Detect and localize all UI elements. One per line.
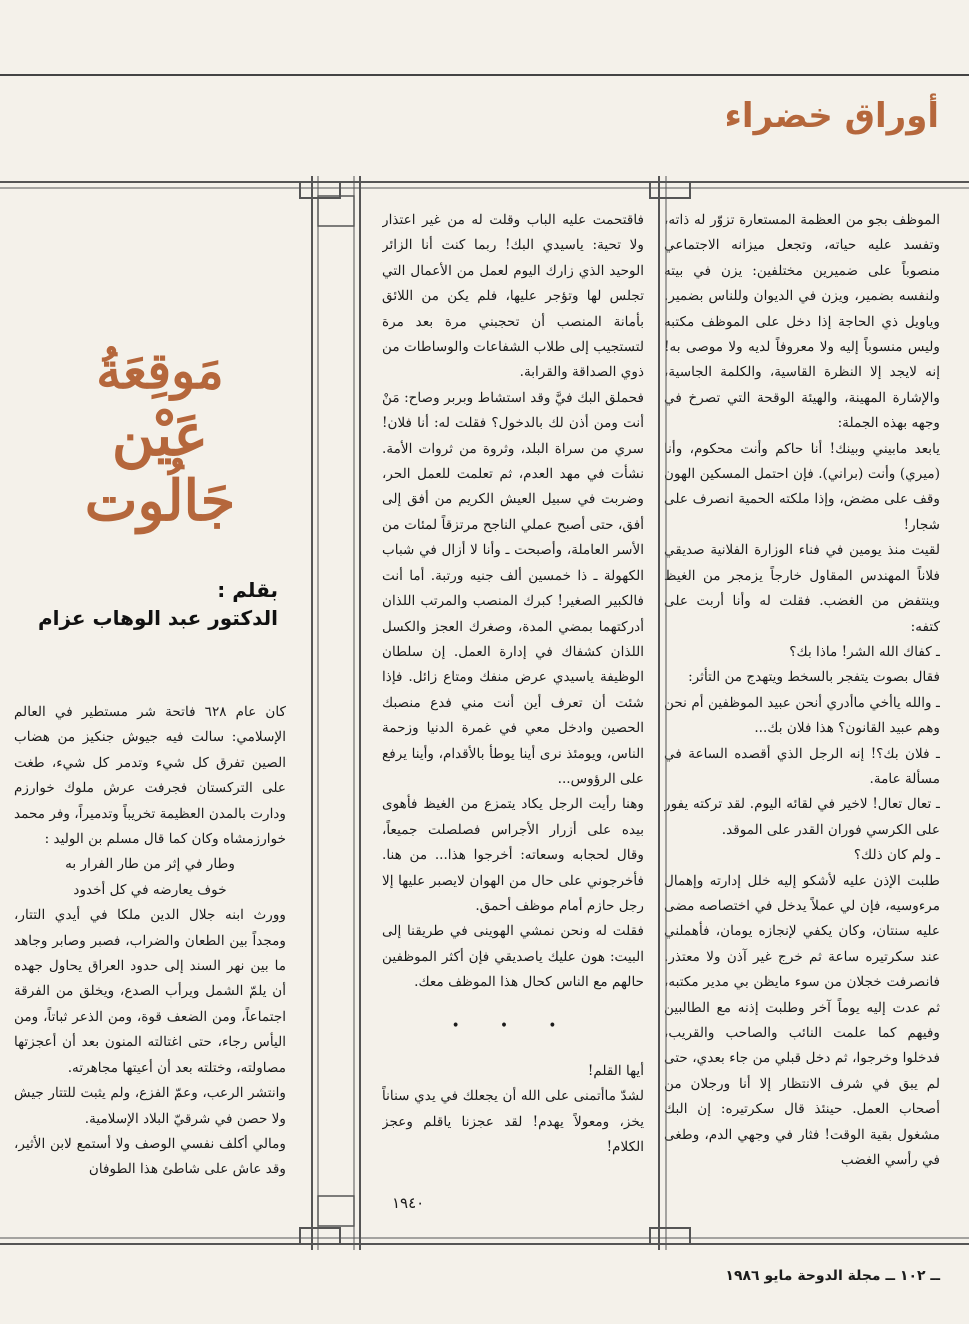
column-divider-ornament xyxy=(304,176,368,1250)
paragraph: فاقتحمت عليه الباب وقلت له من غير اعتذار ولا تحية: ياسيدي البك! ربما كنت أنا الزائر الوحيد الذي زارك اليوم لعمل من الأعمال التي تجلس لها وتؤجر عليها، فلم يكن من اللائق بأمانة المنصب أن تحجبني مرة بعد مرة لتستجيب إلى طلاب الشفاعات والوساطات من ذوي الصداقة والقرابة. xyxy=(382,212,644,381)
inner-page-number: ١٩٤٠ xyxy=(392,1194,425,1212)
paragraph: ومالي أكلف نفسي الوصف ولا أستمع لابن الأثير، وقد عاش على شاطئ هذا الطوفان xyxy=(14,1135,286,1178)
top-rule xyxy=(0,74,969,76)
byline xyxy=(30,576,278,632)
verse-line: وطار في إثر من طار الفرار به xyxy=(65,856,235,873)
section-title: أوراق خضراء xyxy=(724,96,939,136)
paragraph: وورث ابنه جلال الدين ملكا في أيدي التتار، ومجداً بين الطعان والضراب، فصبر وصابر وجاهد ما بين نهر السند إلى حدود العراق يحاول جهده أن يلمّ الشمل ويرأب الصدع، ويخلق من الفرقة اجتماعاً، ومن الضعف قوة، ومن الذعر ثباتاً، ومن اليأس رجاء، حتى اغتالته المنون بعد أن أعجزتها مصاولته، وختلته بعد أن أعيتها مجاهرته. xyxy=(14,907,286,1076)
paragraph: فقلت له ونحن نمشي الهوينى في طريقنا إلى البيت: هون عليك ياصديقي فإن أكثر الموظفين حالهم مع الناس كحال هذا الموظف معك. xyxy=(382,923,644,991)
column-right xyxy=(664,208,940,1218)
paragraph: ـ تعال تعال! لاخير في لقائه اليوم. لقد تركته يفور على الكرسي فوران القدر على الموقد. xyxy=(664,796,940,838)
verse-line: خوف يعارضه في كل أخدود xyxy=(73,881,227,898)
paragraph: ـ كفاك الله الشر! ماذا بك؟ xyxy=(789,643,940,660)
paragraph: وانتشر الرعب، وعمّ الفزع، ولم يثبت للتتار جيش ولا حصن في شرقيّ البلاد الإسلامية. xyxy=(14,1085,286,1127)
paragraph: أيها القلم! xyxy=(587,1063,644,1079)
author-name: الدكتور عبد الوهاب عزام xyxy=(37,606,278,630)
paragraph: لقيت منذ يومين في فناء الوزارة الفلانية صديقي فلاناً المهندس المقاول خارجاً يزمجر من الغيظ وينتفض من الغضب. فقلت له وأنا أربت على كتفه: xyxy=(664,542,940,635)
column-left xyxy=(14,700,286,1220)
paragraph: فحملق البك فيَّ وقد استشاط وبربر وصاح: مَنْ أنت ومن أذن لك بالدخول؟ فقلت له: أنا فلان! سري من سراة البلد، وثروة من ثروات الأمة. نشأت في مهد العدم، ثم تعلمت للعمل الحر، وضربت في سبيل العيش الكريم من أفق إلى أفق، حتى أصبح عملي الناجح مرتزقاً لمئات من الأسر العاملة، وأصبحت ـ وأنا لا أزال في شباب الكهولة ـ ذا خمسين ألف جنيه ورتبة. أما أنت فالكبير الصغير! كبرك المنصب والمرتب اللذان أدركتهما بمضي المدة، وصغرك العجز والكسل اللذان كشفاك في إدارة العمل. إن سلطان الوظيفة ياسيدي عرض منفك ومتاع زائل. فإذا شئت أن تعرف أين أنت مني فدع منصبك الحصين وادخل معي في غمرة الدنيا وزحمة الناس، ويومئذ نرى أينا يوطأ بالأقدام، وأينا يرفع على الرؤوس... xyxy=(382,389,644,787)
paragraph: يابعد مابيني وبينك! أنا حاكم وأنت محكوم، وأنا (ميري) وأنت (براني). فإن احتمل المسكين الهون وقف على مضض، وإذا ملكته الحمية انصرف على شجار! xyxy=(664,440,940,533)
ornamental-frame-top xyxy=(0,176,969,202)
column-middle xyxy=(382,208,644,1218)
paragraph: طلبت الإذن عليه لأشكو إليه خلل إدارته وإهمال مرءوسيه، فإن لي عملاً يدخل في اختصاصه مضى عليه سنتان، وكان يكفي لإنجازه يومان، فأهملني عند سكرتيره ساعة ثم خرج غير آذن ولا معتذر. فانصرفت خجلان من سوء مايظن بي مدير مكتبه، ثم عدت إليه يوماً آخر وطلبت إذنه مع الطالبين وفيهم كما علمت النائب والصاحب والقريب، فدخلوا وخرجوا، ثم دخل قبلي من جاء بعدي، حتى لم يبق في شرف الانتظار إلا أنا ورجلان من أصحاب العمل. حينئذ قال سكرتيره: إن البك مشغول بقية الوقت! فثار في وجهي الدم، وطغى في رأسي الغضب xyxy=(664,872,940,1169)
paragraph: كان عام ٦٢٨ فاتحة شر مستطير في العالم الإسلامي: سالت فيه جيوش جنكيز من هضاب الصين تفرق كل شيء وتدمر كل شيء، طغت على التركستان فجرفت عرش ملوك خوارزم ودارت بالمدن العظيمة تخريباً وتدميراً، وفر محمد خوارزمشاه وكان كما قال مسلم بن الوليد : xyxy=(14,704,286,848)
page-footer: ــ ١٠٢ ــ مجلة الدوحة مايو ١٩٨٦ xyxy=(725,1268,940,1284)
title-line: عَيْن xyxy=(111,401,209,469)
paragraph: فقال بصوت يتفجر بالسخط ويتهدج من التأثر: xyxy=(688,669,940,686)
article-title xyxy=(40,340,280,540)
title-line: جَالُوت xyxy=(84,468,236,534)
ornamental-frame-bottom xyxy=(0,1224,969,1250)
paragraph: الموظف بجو من العظمة المستعارة تزوّر له ذاته، وتفسد عليه حياته، وتجعل ميزانه الاجتماعي منصوباً على ضميرين مختلفين: يزن في بيته ولنفسه بضمير، ويزن في الديوان وللناس بضمير. وياويل ذي الحاجة إذا دخل على الموظف مكتبه وليس منسوباً إليه ولا معروفاً لديه ولا موصى به! إنه لايجد إلا النظرة القاسية، والكلمة الجاسية، والإشارة المهينة، والهيئة الوقحة التي تصرخ في وجهه بهذه الجملة: xyxy=(664,212,940,432)
paragraph: ـ والله ياأخي ماأدري أنحن عبيد الموظفين أم نحن وهم عبيد القانون؟ هذا فلان بك... xyxy=(664,694,940,737)
title-line: مَوقِعَةُ xyxy=(96,341,224,400)
paragraph: لشدّ ماأتمنى على الله أن يجعلك في يدي سناناً يخز، ومعولاً يهدم! لقد عجزنا ياقلم وعجز الكلام! xyxy=(382,1088,644,1156)
section-separator: • • • xyxy=(451,1017,575,1034)
column-divider-ornament xyxy=(652,176,674,1250)
paragraph: وهنا رأيت الرجل يكاد يتمزع من الغيظ فأهوى بيده على أزرار الأجراس فصلصلت جميعاً، وقال لحجابه وسعاته: أخرجوا هذا... من هنا. فأخرجوني على حال من الهوان لايصبر عليها إلا رجل حازم أمام موظف أحمق. xyxy=(382,796,644,914)
paragraph: ـ ولم كان ذلك؟ xyxy=(853,847,940,864)
paragraph: ـ فلان بك؟! إنه الرجل الذي أقصده الساعة في مسألة عامة. xyxy=(664,745,940,787)
byline-label: بقلم : xyxy=(217,578,278,602)
